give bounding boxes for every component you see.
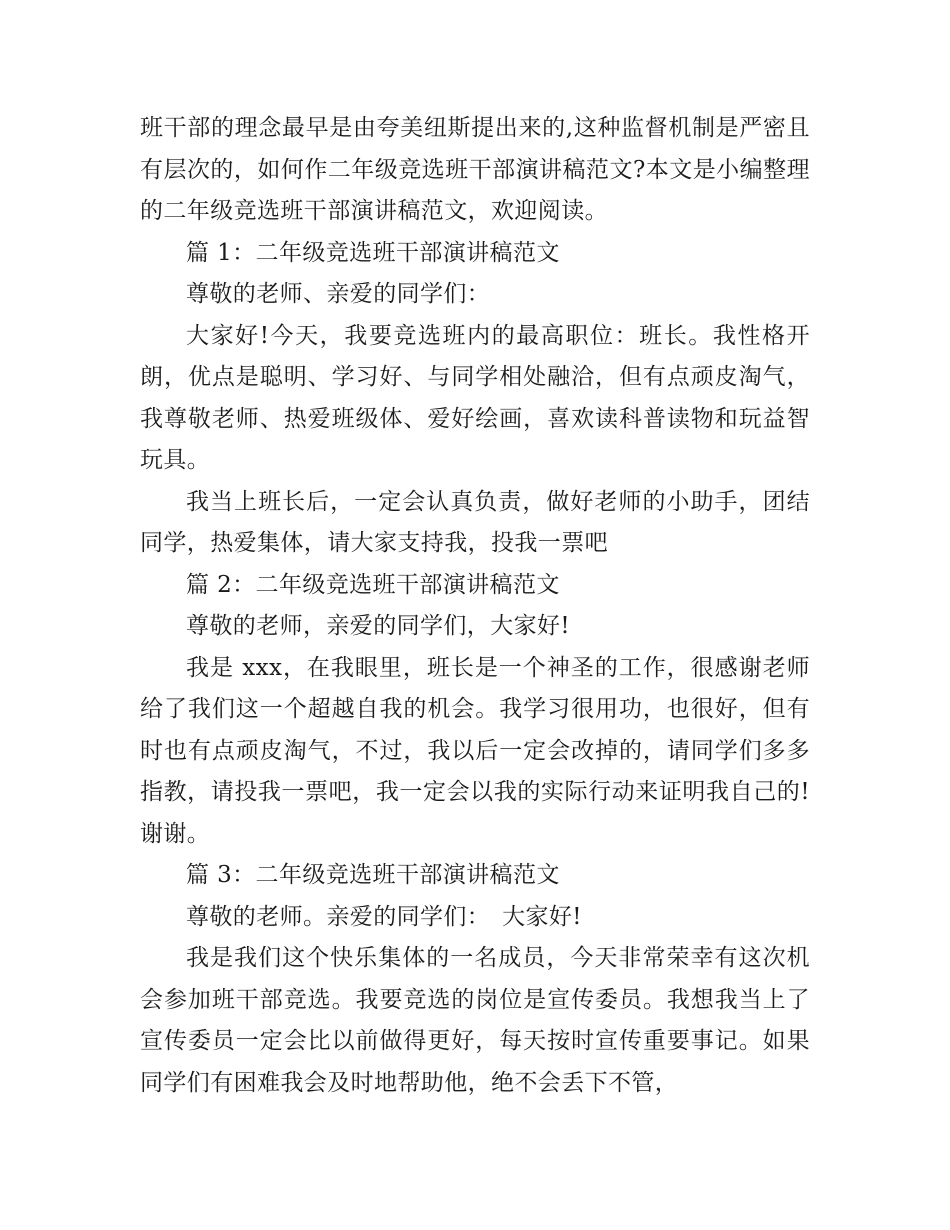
salutation-2: 尊敬的老师，亲爱的同学们，大家好! bbox=[186, 613, 571, 639]
intro-paragraph: 班干部的理念最早是由夸美纽斯提出来的,这种监督机制是严密且有层次的，如何作二年级竞选班干部演讲稿范文?本文是小编整理的二年级竞选班干部演讲稿范文，欢迎阅读。 bbox=[140, 115, 810, 224]
body-paragraph: 大家好!今天，我要竞选班内的最高职位：班长。我性格开朗，优点是聪明、学习好、与同学相处融洽，但有点顽皮淘气，我尊敬老师、热爱班级体、爱好绘画，喜欢读科普读物和玩益智玩具。 bbox=[140, 322, 810, 473]
section-heading-2: 篇 2：二年级竞选班干部演讲稿范文 bbox=[186, 571, 560, 598]
document-body bbox=[140, 108, 810, 1104]
body-paragraph: 我是 xxx，在我眼里，班长是一个神圣的工作，很感谢老师给了我们这一个超越自我的机会。我学习很用功，也很好，但有时也有点顽皮淘气，不过，我以后一定会改掉的，请同学们多多指教，请投我一票吧，我一定会以我的实际行动来证明我自己的!谢谢。 bbox=[140, 654, 810, 847]
salutation-3: 尊敬的老师。亲爱的同学们： 大家好! bbox=[186, 903, 582, 930]
body-paragraph: 我当上班长后，一定会认真负责，做好老师的小助手，团结同学，热爱集体，请大家支持我，投我一票吧 bbox=[140, 488, 810, 556]
section-heading-1: 篇 1：二年级竞选班干部演讲稿范文 bbox=[186, 239, 560, 266]
body-paragraph: 我是我们这个快乐集体的一名成员，今天非常荣幸有这次机会参加班干部竞选。我要竞选的岗位是宣传委员。我想我当上了宣传委员一定会比以前做得更好，每天按时宣传重要事记。如果同学们有困难我会及时地帮助他，绝不会丢下不管， bbox=[140, 945, 810, 1096]
section-heading-3: 篇 3：二年级竞选班干部演讲稿范文 bbox=[186, 862, 560, 888]
salutation-1: 尊敬的老师、亲爱的同学们： bbox=[186, 281, 491, 307]
